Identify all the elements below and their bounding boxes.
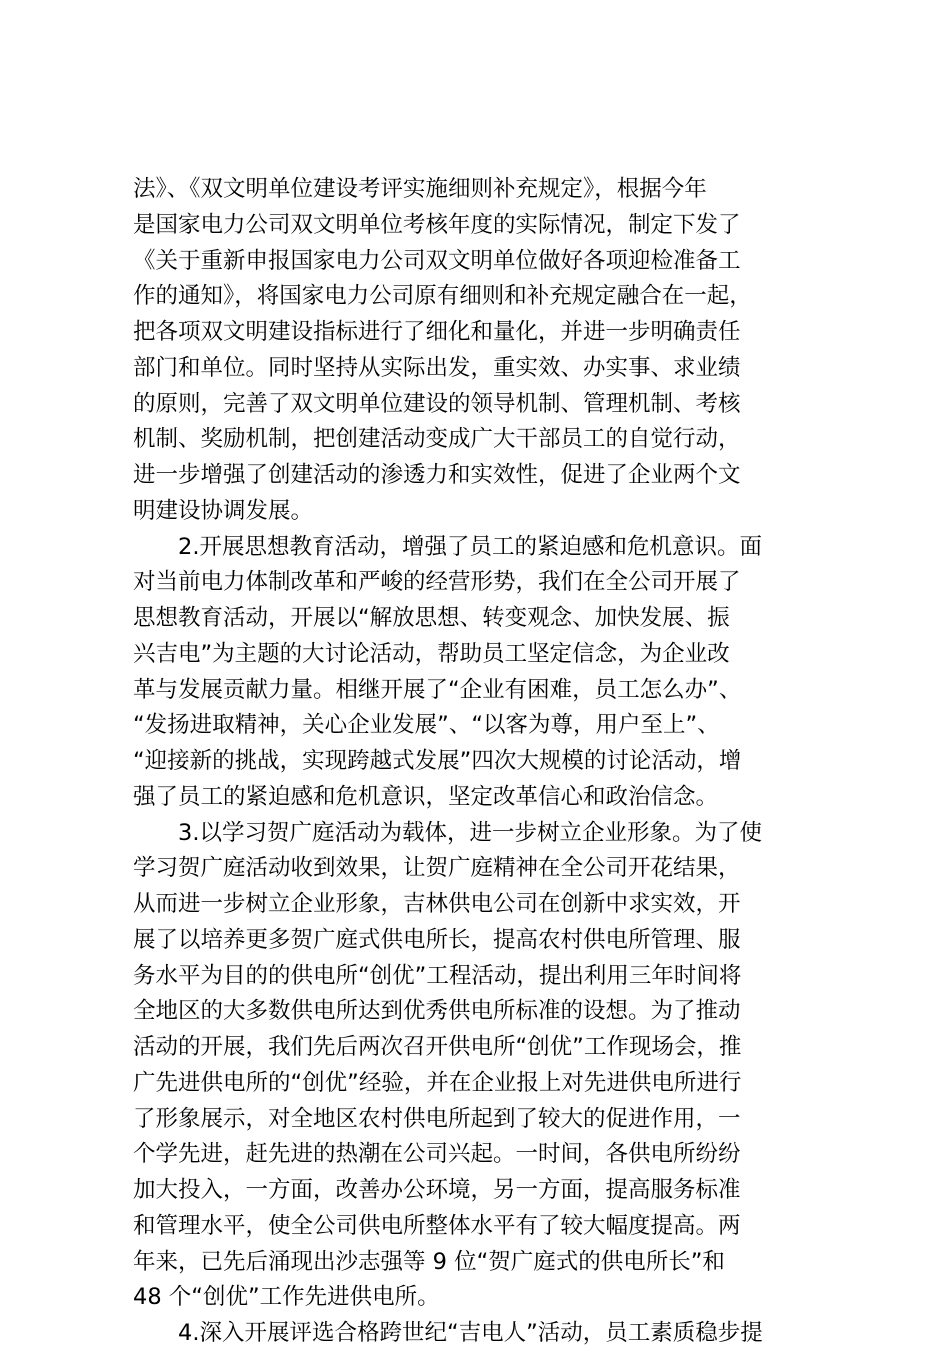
- text-line: “迎接新的挑战，实现跨越式发展”四次大规模的讨论活动，增: [133, 748, 742, 774]
- text-line: 进一步增强了创建活动的渗透力和实效性，促进了企业两个文: [133, 462, 741, 488]
- paragraph-2-start: 2.开展思想教育活动，增强了员工的紧迫感和危机意识。面: [133, 533, 762, 560]
- text-line: 年来，已先后涌现出沙志强等 9 位“贺广庭式的供电所长”和: [133, 1248, 725, 1275]
- text-line: “发扬进取精神，关心企业发展”、“以客为尊，用户至上”、: [133, 712, 720, 739]
- text-line: 部门和单位。同时坚持从实际出发，重实效、办实事、求业绩: [133, 354, 741, 381]
- text-line: 务水平为目的的供电所“创优”工程活动，提出利用三年时间将: [133, 962, 742, 989]
- text-line: 兴吉电”为主题的大讨论活动，帮助员工坚定信念，为企业改: [133, 640, 730, 667]
- paragraph-4-start: 4.深入开展评选合格跨世纪“吉电人”活动，员工素质稳步提: [133, 1320, 763, 1346]
- text-line: 思想教育活动，开展以“解放思想、转变观念、加快发展、振: [133, 605, 730, 631]
- text-line: 对当前电力体制改革和严峻的经营形势，我们在全公司开展了: [133, 569, 741, 596]
- text-line: 活动的开展，我们先后两次召开供电所“创优”工作现场会，推: [133, 1034, 742, 1060]
- text-line: 和管理水平，使全公司供电所整体水平有了较大幅度提高。两: [133, 1212, 741, 1239]
- text-line: 了形象展示，对全地区农村供电所起到了较大的促进作用，一: [133, 1105, 741, 1132]
- text-line: 全地区的大多数供电所达到优秀供电所标准的设想。为了推动: [133, 998, 741, 1025]
- text-line: 机制、奖励机制，把创建活动变成广大干部员工的自觉行动，: [133, 426, 741, 453]
- text-line: 个学先进，赶先进的热潮在公司兴起。一时间，各供电所纷纷: [133, 1141, 741, 1168]
- text-line: 革与发展贡献力量。相继开展了“企业有困难，员工怎么办”、: [133, 676, 742, 703]
- text-line: 《关于重新申报国家电力公司双文明单位做好各项迎检准备工: [133, 247, 741, 274]
- paragraph-3-start: 3.以学习贺广庭活动为载体，进一步树立企业形象。为了使: [133, 819, 762, 846]
- text-line: 把各项双文明建设指标进行了细化和量化，并进一步明确责任: [133, 319, 741, 345]
- text-line: 加大投入，一方面，改善办公环境，另一方面，提高服务标准: [133, 1177, 741, 1203]
- text-line: 法》、《双文明单位建设考评实施细则补充规定》，根据今年: [133, 176, 707, 202]
- text-line: 的原则，完善了双文明单位建设的领导机制、管理机制、考核: [133, 390, 741, 417]
- text-line: 广先进供电所的“创优”经验，并在企业报上对先进供电所进行: [133, 1069, 742, 1096]
- text-line: 从而进一步树立企业形象，吉林供电公司在创新中求实效，开: [133, 891, 741, 917]
- text-line: 强了员工的紧迫感和危机意识，坚定改革信心和政治信念。: [133, 783, 719, 810]
- text-line: 展了以培养更多贺广庭式供电所长，提高农村供电所管理、服: [133, 926, 741, 953]
- body-text: [133, 172, 833, 1352]
- text-line: 学习贺广庭活动收到效果，让贺广庭精神在全公司开花结果，: [133, 855, 741, 882]
- text-line: 作的通知》，将国家电力公司原有细则和补充规定融合在一起，: [133, 283, 752, 310]
- text-line: 明建设协调发展。: [133, 497, 314, 524]
- text-line: 是国家电力公司双文明单位考核年度的实际情况，制定下发了: [133, 211, 741, 238]
- text-line: 48 个“创优”工作先进供电所。: [133, 1284, 440, 1311]
